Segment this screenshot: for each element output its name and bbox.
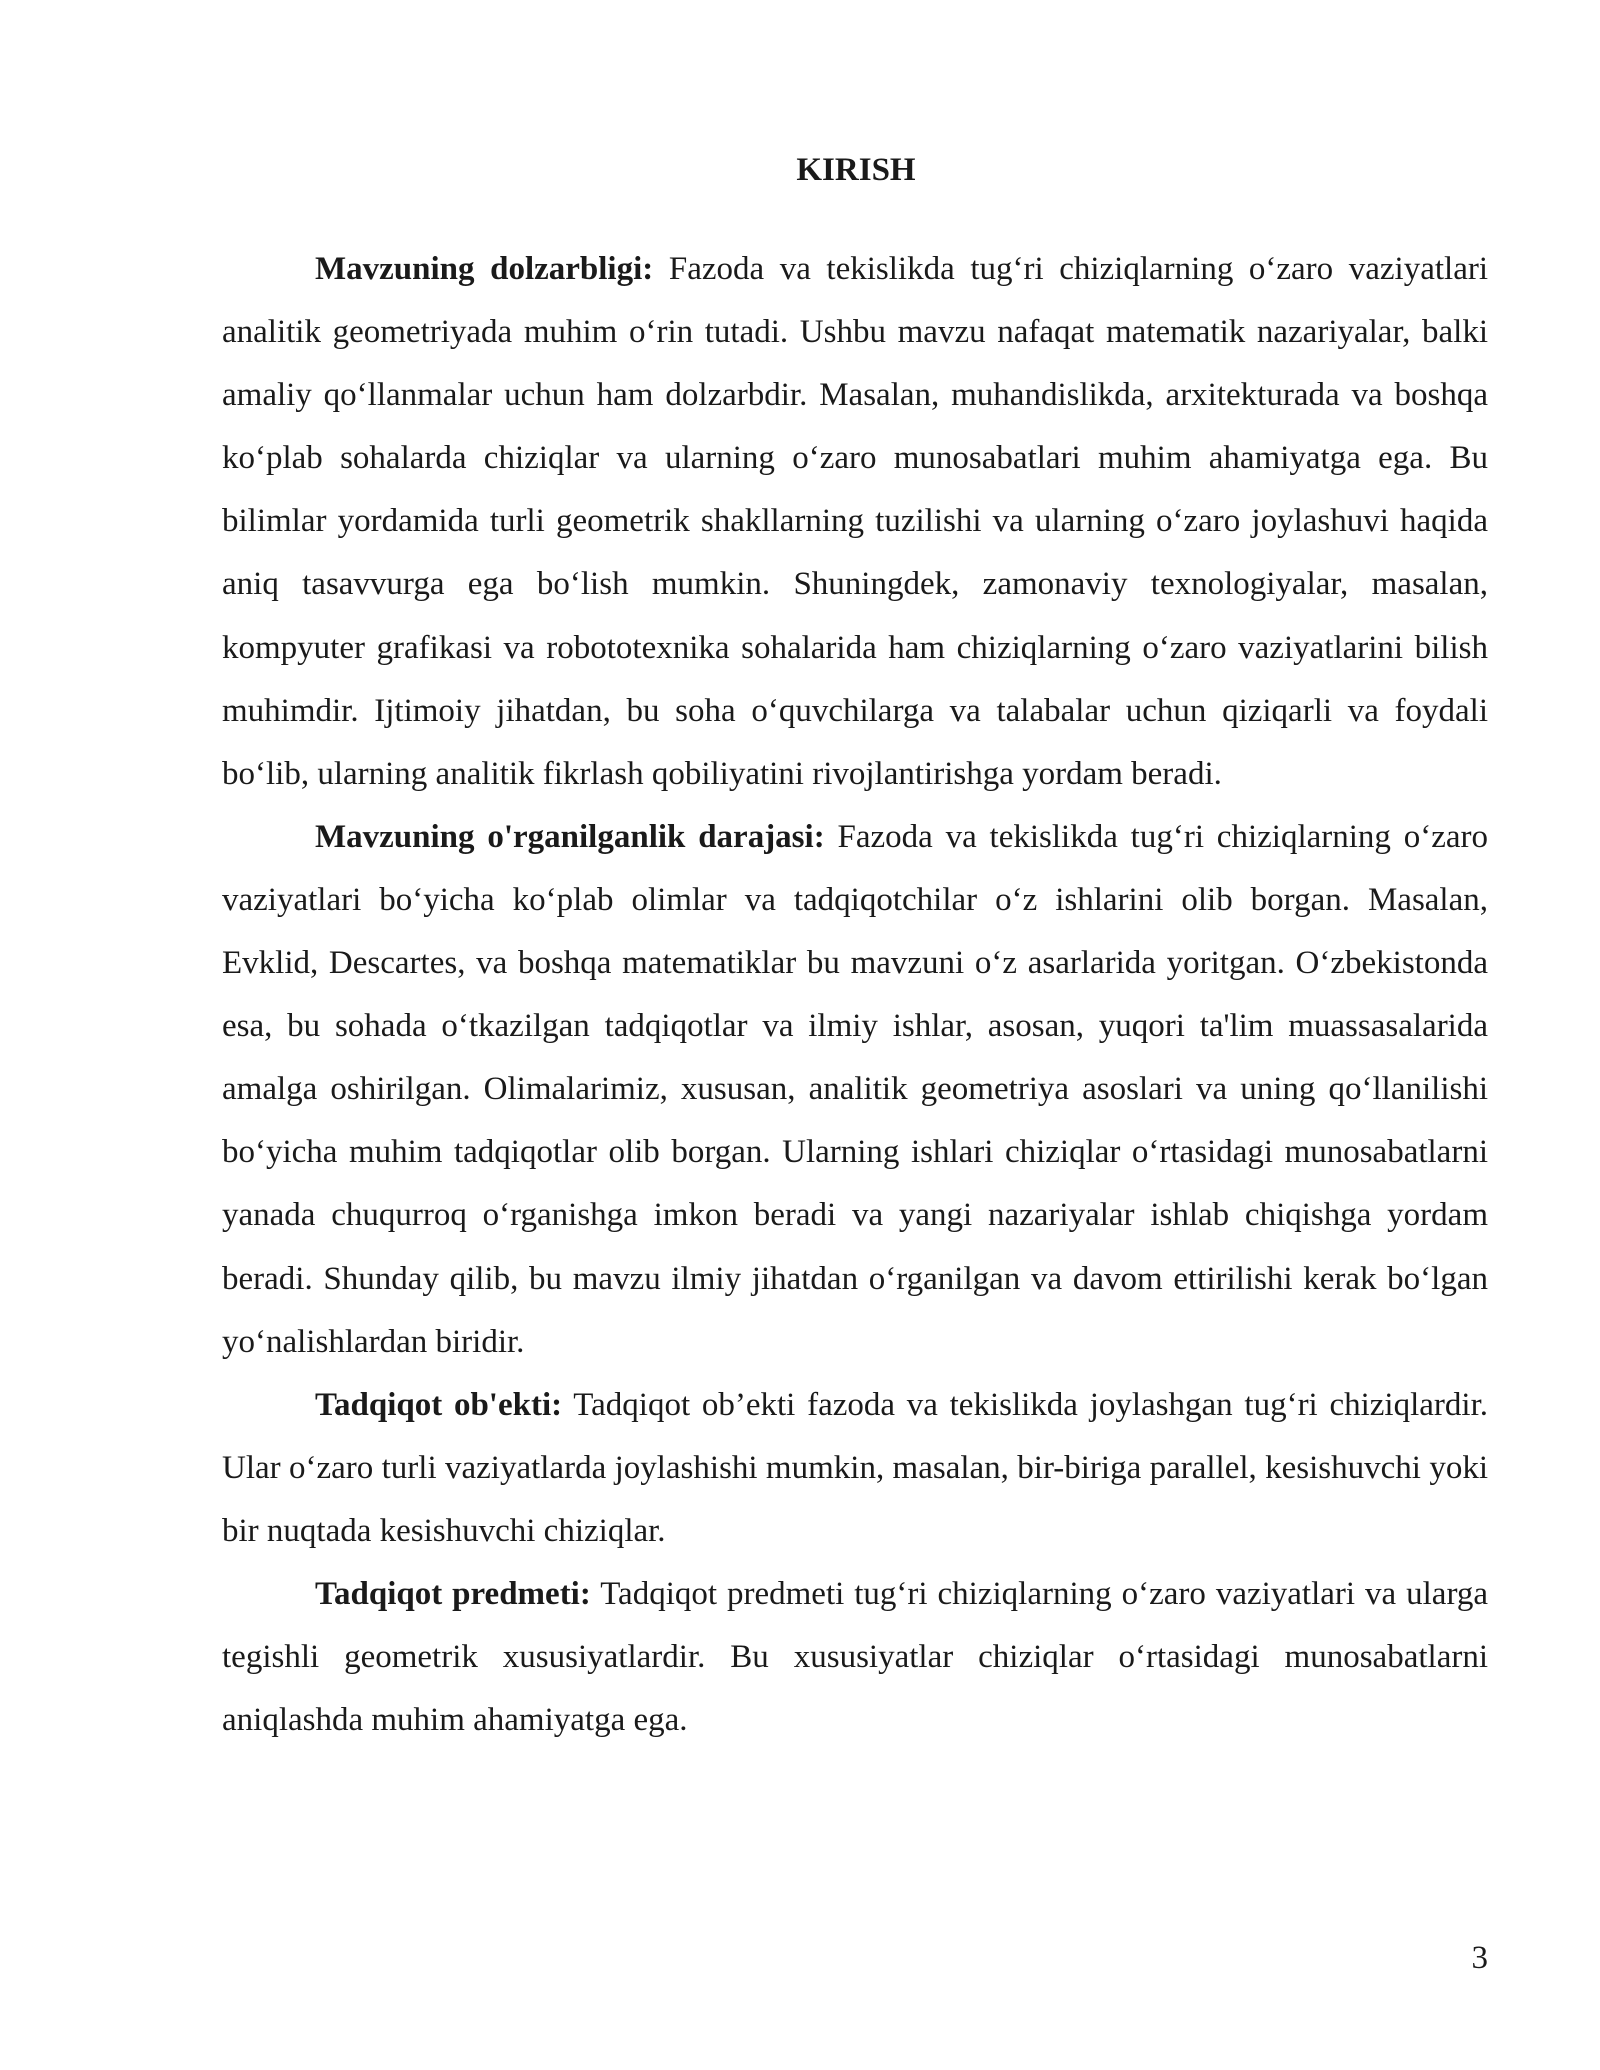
paragraph-lead: Tadqiqot ob'ekti: [315, 1386, 563, 1423]
section-title: KIRISH [796, 152, 916, 188]
page-number: 3 [1471, 1940, 1488, 1976]
paragraph-research-subject [222, 1563, 1488, 1752]
paragraph-lead: Mavzuning o'rganilganlik darajasi: [315, 818, 825, 855]
paragraph-body: Tadqiqot ob’ekti fazoda va tekislikda joylashgan tug‘ri chiziqlardir. Ular o‘zaro turli vaziyatlarda joylashishi mumkin, masalan, bir-biriga parallel, kesishuvchi yoki bir nuqtada kesishuvchi chiziqlar. [222, 1386, 1488, 1549]
paragraph-body: Fazoda va tekislikda tug‘ri chiziqlarning o‘zaro vaziyatlari bo‘yicha ko‘plab olimlar va tadqiqotchilar o‘z ishlarini olib borgan. Masalan, Evklid, Descartes, va boshqa matematiklar bu mavzuni o‘z asarlarida yoritgan. O‘zbekistonda esa, bu sohada o‘tkazilgan tadqiqotlar va ilmiy ishlar, asosan, yuqori ta'lim muassasalarida amalga oshirilgan. Olimalarimiz, xususan, analitik geometriya asoslari va uning qo‘llanilishi bo‘yicha muhim tadqiqotlar olib borgan. Ularning ishlari chiziqlar o‘rtasidagi munosabatlarni yanada chuqurroq o‘rganishga imkon beradi va yangi nazariyalar ishlab chiqishga yordam beradi. Shunday qilib, bu mavzu ilmiy jihatdan o‘rganilgan va davom ettirilishi kerak bo‘lgan yo‘nalishlardan biridir. [222, 818, 1488, 1360]
body-text [222, 238, 1488, 1752]
paragraph-body: Tadqiqot predmeti tug‘ri chiziqlarning o‘zaro vaziyatlari va ularga tegishli geometrik xususiyatlardir. Bu xususiyatlar chiziqlar o‘rtasidagi munosabatlarni aniqlashda muhim ahamiyatga ega. [222, 1575, 1488, 1739]
paragraph-study-level [222, 806, 1488, 1374]
paragraph-body: Fazoda va tekislikda tug‘ri chiziqlarning o‘zaro vaziyatlari analitik geometriyada muhim o‘rin tutadi. Ushbu mavzu nafaqat matematik nazariyalar, balki amaliy qo‘llanmalar uchun ham dolzarbdir. Masalan, muhandislikda, arxitekturada va boshqa ko‘plab sohalarda chiziqlar va ularning o‘zaro munosabatlari muhim ahamiyatga ega. Bu bilimlar yordamida turli geometrik shakllarning tuzilishi va ularning o‘zaro joylashuvi haqida aniq tasavvurga ega bo‘lish mumkin. Shuningdek, zamonaviy texnologiyalar, masalan, kompyuter grafikasi va robototexnika sohalarida ham chiziqlarning o‘zaro vaziyatlarini bilish muhimdir. Ijtimoiy jihatdan, bu soha o‘quvchilarga va talabalar uchun qiziqarli va foydali bo‘lib, ularning analitik fikrlash qobiliyatini rivojlantirishga yordam beradi. [222, 251, 1488, 792]
paragraph-relevance [222, 238, 1488, 806]
paragraph-lead: Tadqiqot predmeti: [315, 1575, 591, 1612]
paragraph-research-object [222, 1374, 1488, 1563]
paragraph-lead: Mavzuning dolzarbligi: [315, 251, 654, 287]
